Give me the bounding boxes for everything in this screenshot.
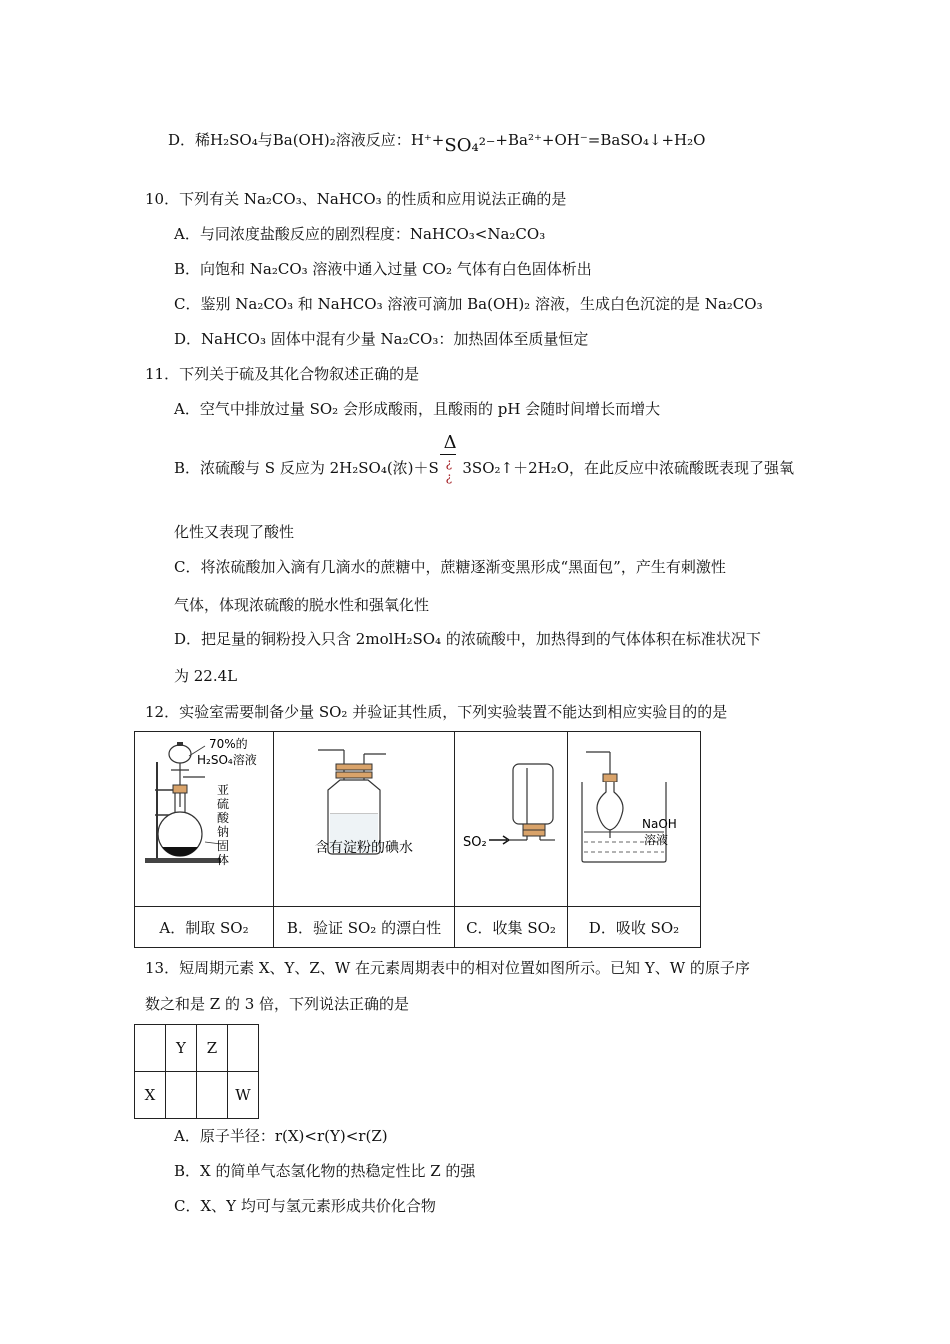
q10-option-c: C．鉴别 Na₂CO₃ 和 NaHCO₃ 溶液可滴加 Ba(OH)₂ 溶液，生成白色沉淀的是 Na₂CO₃ (174, 295, 763, 313)
gas-absorption-figure (568, 732, 700, 902)
naoh-label: NaOH (642, 817, 677, 831)
caption-d: D．吸收 SO₂ (568, 907, 701, 948)
q13-option-c: C．X、Y 均可与氢元素形成共价化合物 (174, 1197, 436, 1215)
solid-label-2: 硫 (217, 797, 230, 811)
solid-label-5: 固 (217, 839, 230, 853)
solution-label: 溶液 (644, 833, 669, 847)
solid-label-6: 体 (217, 853, 230, 867)
so2-generator-figure (135, 732, 273, 902)
gas-collection-figure (455, 732, 567, 902)
grid-cell: X (135, 1072, 166, 1119)
q13-stem-line2: 数之和是 Z 的 3 倍，下列说法正确的是 (145, 995, 410, 1013)
grid-cell: Y (166, 1025, 197, 1072)
q11-option-d-line1: D．把足量的铜粉投入只含 2molH₂SO₄ 的浓硫酸中，加热得到的气体体积在标准状况下 (174, 630, 761, 648)
caption-b: B．验证 SO₂ 的漂白性 (274, 907, 455, 948)
gas-washing-bottle-figure (274, 732, 454, 902)
q13-option-b: B．X 的简单气态氢化物的热稳定性比 Z 的强 (174, 1162, 476, 1180)
grid-cell: Z (197, 1025, 228, 1072)
heating-condition-mark: Δ ¿ ¿ (444, 438, 458, 478)
apparatus-d-cell (568, 732, 701, 907)
q11-option-b: B．浓硫酸与 S 反应为 2H₂SO₄(浓)＋S Δ ¿ ¿ 3SO₂↑＋2H₂O，在此反应中浓硫酸既表现了强氧 (174, 432, 795, 484)
grid-cell (197, 1072, 228, 1119)
sulfate-ion: SO₄²⁻ (444, 135, 496, 156)
q13-option-a: A．原子半径：r(X)<r(Y)<r(Z) (174, 1127, 388, 1145)
q11-option-c-line2: 气体，体现浓硫酸的脱水性和强氧化性 (174, 596, 430, 614)
grid-cell (228, 1025, 259, 1072)
q11-option-a: A．空气中排放过量 SO₂ 会形成酸雨，且酸雨的 pH 会随时间增长而增大 (174, 400, 661, 418)
q11-option-b-cont: 化性又表现了酸性 (174, 523, 295, 541)
grid-cell: W (228, 1072, 259, 1119)
apparatus-a-cell (135, 732, 274, 907)
grid-cell (166, 1072, 197, 1119)
caption-a: A．制取 SO₂ (135, 907, 274, 948)
solid-label-1: 亚 (217, 783, 230, 797)
iodine-water-label: 含有淀粉的碘水 (315, 840, 413, 856)
caption-c: C．收集 SO₂ (455, 907, 568, 948)
q11-option-c-line1: C．将浓硫酸加入滴有几滴水的蔗糖中，蔗糖逐渐变黑形成“黑面包”，产生有刺激性 (174, 558, 726, 576)
q9-option-d: D．稀H₂SO₄与Ba(OH)₂溶液反应：H⁺+SO₄²⁻+Ba²⁺+OH⁻=BaSO₄↓+H₂O (168, 131, 706, 156)
acid-name-label: H₂SO₄溶液 (197, 753, 257, 767)
q12-stem: 12．实验室需要制备少量 SO₂ 并验证其性质，下列实验装置不能达到相应实验目的的是 (145, 703, 728, 721)
solid-label-4: 钠 (217, 825, 230, 839)
q10-option-a: A．与同浓度盐酸反应的剧烈程度：NaHCO₃<Na₂CO₃ (174, 225, 546, 243)
solid-label-3: 酸 (217, 811, 230, 825)
q10-option-b: B．向饱和 Na₂CO₃ 溶液中通入过量 CO₂ 气体有白色固体析出 (174, 260, 592, 278)
q11-stem: 11．下列关于硫及其化合物叙述正确的是 (145, 365, 420, 383)
q10-stem: 10．下列有关 Na₂CO₃、NaHCO₃ 的性质和应用说法正确的是 (145, 190, 567, 208)
apparatus-b-cell (274, 732, 455, 907)
grid-cell (135, 1025, 166, 1072)
q11-option-d-line2: 为 22.4L (174, 667, 238, 685)
apparatus-table (134, 731, 701, 948)
q13-stem-line1: 13．短周期元素 X、Y、Z、W 在元素周期表中的相对位置如图所示。已知 Y、W 的原子序 (145, 959, 750, 977)
q10-option-d: D．NaHCO₃ 固体中混有少量 Na₂CO₃：加热固体至质量恒定 (174, 330, 589, 348)
acid-concentration-label: 70%的 (209, 737, 248, 751)
so2-inlet-label: SO₂ (463, 835, 487, 850)
apparatus-c-cell (455, 732, 568, 907)
periodic-grid (134, 1024, 259, 1119)
